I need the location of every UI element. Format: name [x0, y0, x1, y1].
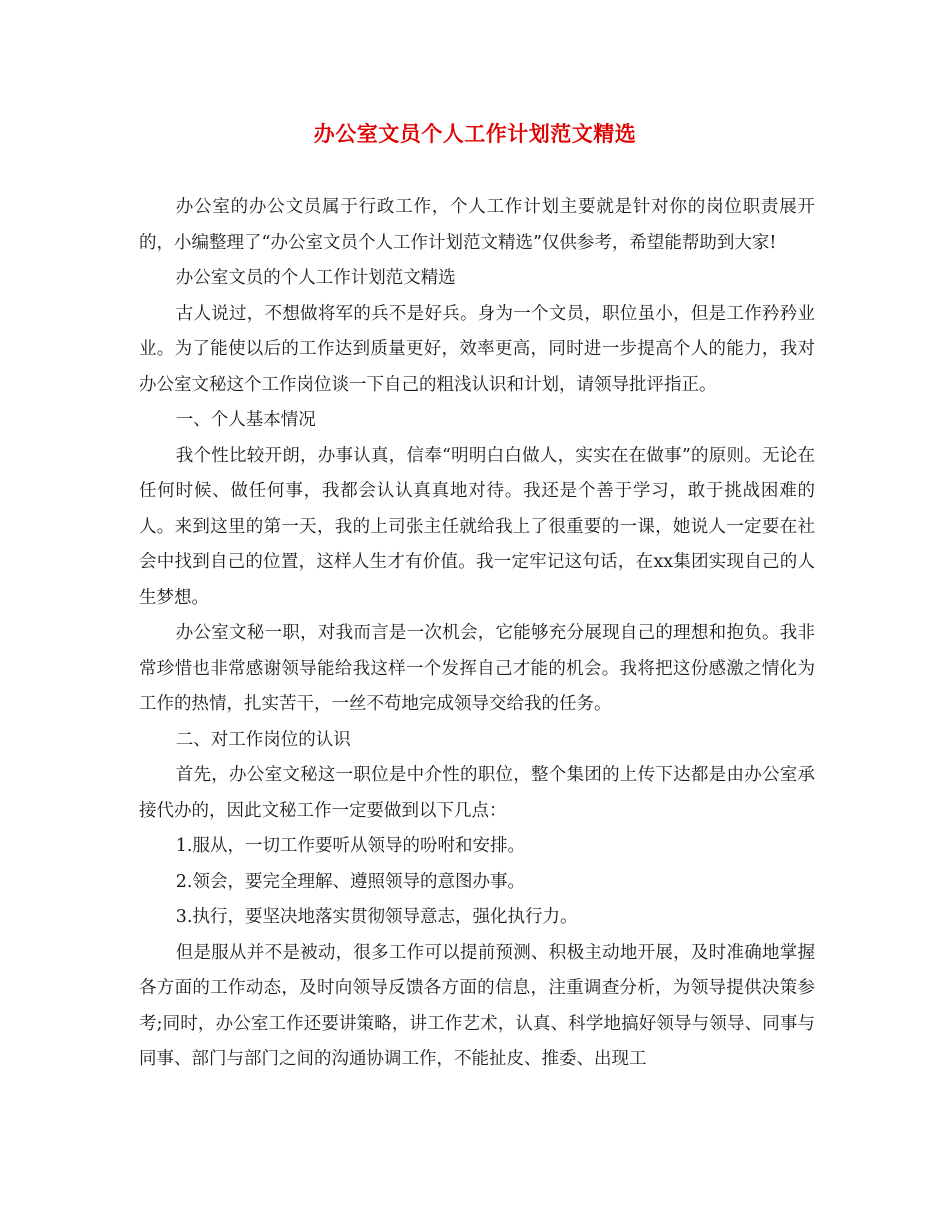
paragraph-intro: 办公室的办公文员属于行政工作，个人工作计划主要就是针对你的岗位职责展开的，小编整理了“办公室文员个人工作计划范文精选”仅供参考，希望能帮助到大家!	[139, 197, 815, 253]
section-heading: 二、对工作岗位的认识	[175, 729, 351, 750]
list-item: 1.服从，一切工作要听从领导的吩咐和安排。	[175, 836, 525, 856]
document-body	[139, 190, 815, 1078]
paragraph: 办公室文秘一职，对我而言是一次机会，它能够充分展现自己的理想和抱负。我非常珍惜也非常感谢领导能给我这样一个发挥自己才能的机会。我将把这份感激之情化为工作的热情，扎实苦干，一丝不苟地完成领导交给我的任务。	[139, 623, 815, 714]
paragraph: 但是服从并不是被动，很多工作可以提前预测、积极主动地开展，及时准确地掌握各方面的工作动态，及时向领导反馈各方面的信息，注重调查分析，为领导提供决策参考;同时，办公室工作还要讲策略，讲工作艺术，认真、科学地搞好领导与领导、同事与同事、部门与部门之间的沟通协调工作，不能扯皮、推委、出现工	[139, 942, 815, 1069]
paragraph-subtitle: 办公室文员的个人工作计划范文精选	[175, 268, 456, 288]
document-title: 办公室文员个人工作计划范文精选	[313, 121, 637, 146]
list-item: 3.执行，要坚决地落实贯彻领导意志，强化执行力。	[175, 907, 578, 927]
list-item: 2.领会，要完全理解、遵照领导的意图办事。	[175, 871, 525, 892]
paragraph: 首先，办公室文秘这一职位是中介性的职位，整个集团的上传下达都是由办公室承接代办的，因此文秘工作一定要做到以下几点：	[139, 765, 815, 821]
paragraph: 我个性比较开朗，办事认真，信奉“明明白白做人，实实在在做事”的原则。无论在任何时候、做任何事，我都会认认真真地对待。我还是个善于学习，敢于挑战困难的人。来到这里的第一天，我的上司张主任就给我上了很重要的一课，她说人一定要在社会中找到自己的位置，这样人生才有价值。我一定牢记这句话，在xx集团实现自己的人生梦想。	[139, 445, 815, 608]
section-heading: 一、个人基本情况	[175, 410, 316, 430]
paragraph: 古人说过，不想做将军的兵不是好兵。身为一个文员，职位虽小，但是工作矜矜业业。为了能使以后的工作达到质量更好，效率更高，同时进一步提高个人的能力，我对办公室文秘这个工作岗位谈一下自己的粗浅认识和计划，请领导批评指正。	[139, 303, 815, 395]
